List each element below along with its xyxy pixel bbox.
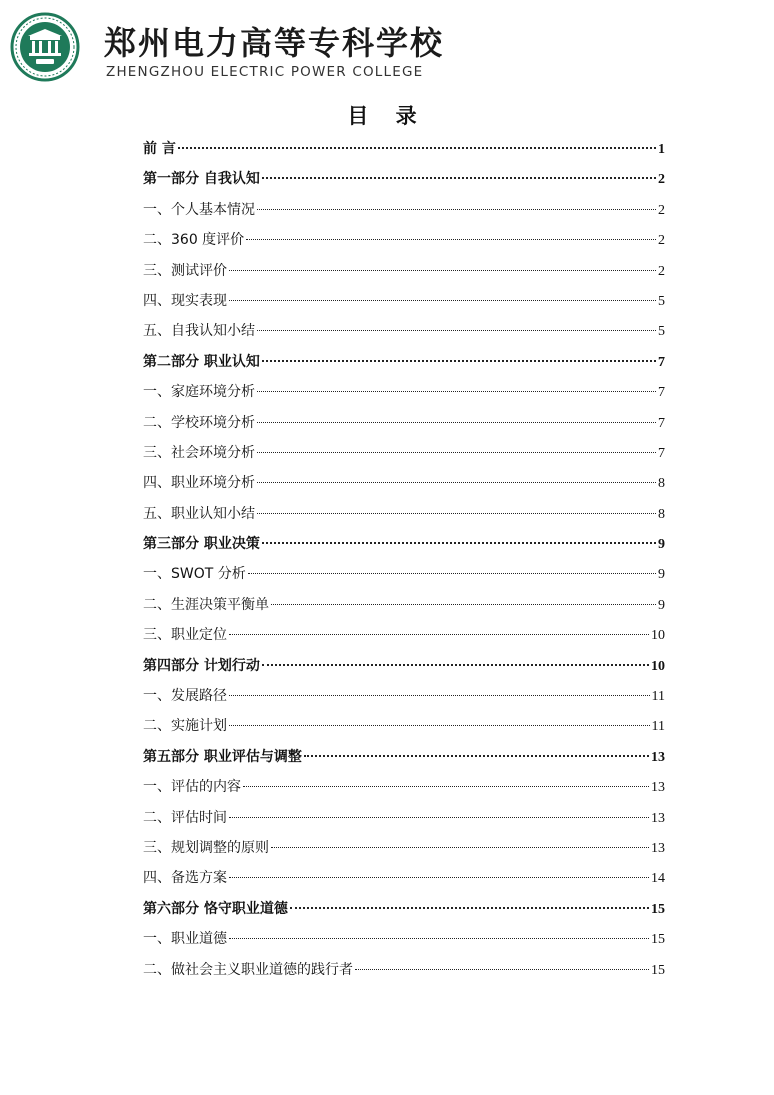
toc-leader-dots <box>229 300 656 301</box>
toc-leader-dots <box>271 847 649 848</box>
toc-leader-dots <box>271 604 656 605</box>
toc-leader-dots <box>229 725 650 726</box>
toc-entry-page: 11 <box>651 689 665 705</box>
toc-entry-page: 13 <box>651 840 665 856</box>
toc-section-entry[interactable] <box>143 863 665 893</box>
toc-entry-page: 1 <box>658 142 665 157</box>
toc-section-entry[interactable] <box>143 256 665 286</box>
toc-part-entry[interactable] <box>143 529 665 559</box>
toc-entry-page: 7 <box>658 354 665 370</box>
toc-leader-dots <box>257 513 656 514</box>
toc-section-entry[interactable] <box>143 468 665 498</box>
toc-entry-page: 15 <box>651 962 665 978</box>
toc-section-entry[interactable] <box>143 316 665 346</box>
toc-entry-label: 第二部分 职业认知 <box>143 353 260 370</box>
toc-entry-page: 15 <box>651 901 665 917</box>
toc-entry-label: 二、360 度评价 <box>143 232 245 249</box>
toc-section-entry[interactable] <box>143 559 665 589</box>
toc-section-entry[interactable] <box>143 711 665 741</box>
toc-entry-page: 8 <box>658 506 665 522</box>
toc-leader-dots <box>262 542 656 544</box>
toc-entry-page: 14 <box>651 871 665 887</box>
toc-leader-dots <box>257 482 656 483</box>
toc-leader-dots <box>355 969 649 970</box>
toc-section-entry[interactable] <box>143 377 665 407</box>
toc-entry-label: 五、自我认知小结 <box>143 323 255 340</box>
toc-section-entry[interactable] <box>143 438 665 468</box>
toc-entry-label: 一、评估的内容 <box>143 779 241 796</box>
toc-entry-page: 13 <box>651 780 665 796</box>
toc-entry-page: 9 <box>658 537 665 553</box>
toc-entry-label: 一、SWOT 分析 <box>143 566 246 583</box>
toc-entry-label: 一、职业道德 <box>143 931 227 948</box>
toc-entry-label: 一、个人基本情况 <box>143 201 255 218</box>
toc-leader-dots <box>229 938 649 939</box>
school-name-en: ZHENGZHOU ELECTRIC POWER COLLEGE <box>106 64 424 80</box>
toc-entry-label: 三、职业定位 <box>143 627 227 644</box>
toc-entry-label: 二、生涯决策平衡单 <box>143 596 269 613</box>
toc-entry-label: 二、做社会主义职业道德的践行者 <box>143 961 353 978</box>
toc-leader-dots <box>248 573 656 574</box>
school-name-cn: 郑州电力高等专科学校 <box>104 24 445 62</box>
toc-entry-label: 第五部分 职业评估与调整 <box>143 748 302 765</box>
toc-entry-page: 8 <box>658 476 665 492</box>
toc-entry-label: 第四部分 计划行动 <box>143 657 260 674</box>
toc-part-entry[interactable] <box>143 134 665 164</box>
toc-entry-label: 三、测试评价 <box>143 262 227 279</box>
toc-entry-page: 2 <box>658 263 665 279</box>
toc-leader-dots <box>262 360 656 362</box>
toc-section-entry[interactable] <box>143 499 665 529</box>
toc-section-entry[interactable] <box>143 955 665 985</box>
toc-leader-dots <box>229 817 649 818</box>
toc-entry-page: 10 <box>651 628 665 644</box>
toc-entry-label: 第六部分 恪守职业道德 <box>143 900 288 917</box>
toc-part-entry[interactable] <box>143 347 665 377</box>
toc-entry-label: 前 言 <box>143 141 176 157</box>
toc-entry-label: 二、实施计划 <box>143 718 227 735</box>
toc-entry-label: 二、评估时间 <box>143 809 227 826</box>
toc-entry-page: 9 <box>658 597 665 613</box>
toc-leader-dots <box>243 786 649 787</box>
toc-entry-page: 2 <box>658 172 665 188</box>
toc-entry-page: 5 <box>658 324 665 340</box>
document-header <box>10 12 445 84</box>
toc-entry-page: 2 <box>658 233 665 249</box>
toc-section-entry[interactable] <box>143 590 665 620</box>
toc-leader-dots <box>257 330 656 331</box>
toc-section-entry[interactable] <box>143 286 665 316</box>
toc-entry-label: 第三部分 职业决策 <box>143 536 260 553</box>
toc-leader-dots <box>257 422 656 423</box>
toc-section-entry[interactable] <box>143 225 665 255</box>
toc-leader-dots <box>262 177 656 179</box>
toc-entry-label: 四、现实表现 <box>143 292 227 309</box>
toc-entry-label: 三、规划调整的原则 <box>143 839 269 856</box>
toc-part-entry[interactable] <box>143 164 665 194</box>
toc-section-entry[interactable] <box>143 681 665 711</box>
school-emblem-icon <box>10 12 80 82</box>
toc-entry-label: 一、发展路径 <box>143 688 227 705</box>
toc-entry-page: 13 <box>651 810 665 826</box>
table-of-contents <box>143 134 665 985</box>
toc-entry-label: 一、家庭环境分析 <box>143 384 255 401</box>
toc-leader-dots <box>229 695 650 696</box>
toc-entry-page: 9 <box>658 567 665 583</box>
toc-entry-page: 7 <box>658 415 665 431</box>
toc-entry-page: 10 <box>651 658 665 674</box>
toc-leader-dots <box>229 270 656 271</box>
toc-leader-dots <box>304 755 649 757</box>
toc-entry-label: 四、备选方案 <box>143 870 227 887</box>
toc-title: 目 录 <box>347 104 427 128</box>
toc-entry-page: 5 <box>658 293 665 309</box>
toc-part-entry[interactable] <box>143 742 665 772</box>
toc-entry-label: 二、学校环境分析 <box>143 414 255 431</box>
toc-leader-dots <box>229 634 649 635</box>
toc-entry-label: 第一部分 自我认知 <box>143 171 260 188</box>
toc-leader-dots <box>257 391 656 392</box>
toc-section-entry[interactable] <box>143 924 665 954</box>
toc-section-entry[interactable] <box>143 408 665 438</box>
toc-entry-page: 7 <box>658 445 665 461</box>
toc-section-entry[interactable] <box>143 772 665 802</box>
toc-entry-label: 五、职业认知小结 <box>143 505 255 522</box>
toc-entry-page: 2 <box>658 202 665 218</box>
toc-leader-dots <box>262 664 649 666</box>
toc-section-entry[interactable] <box>143 620 665 650</box>
toc-section-entry[interactable] <box>143 803 665 833</box>
toc-section-entry[interactable] <box>143 833 665 863</box>
toc-entry-page: 7 <box>658 385 665 401</box>
toc-leader-dots <box>257 209 656 210</box>
toc-entry-label: 三、社会环境分析 <box>143 444 255 461</box>
toc-leader-dots <box>229 877 649 878</box>
toc-leader-dots <box>290 907 649 909</box>
toc-leader-dots <box>246 239 656 240</box>
toc-entry-label: 四、职业环境分析 <box>143 475 255 492</box>
toc-entry-page: 15 <box>651 932 665 948</box>
toc-leader-dots <box>178 147 656 149</box>
toc-entry-page: 11 <box>651 719 665 735</box>
toc-leader-dots <box>257 452 656 453</box>
toc-entry-page: 13 <box>651 749 665 765</box>
toc-part-entry[interactable] <box>143 894 665 924</box>
toc-part-entry[interactable] <box>143 651 665 681</box>
toc-section-entry[interactable] <box>143 195 665 225</box>
